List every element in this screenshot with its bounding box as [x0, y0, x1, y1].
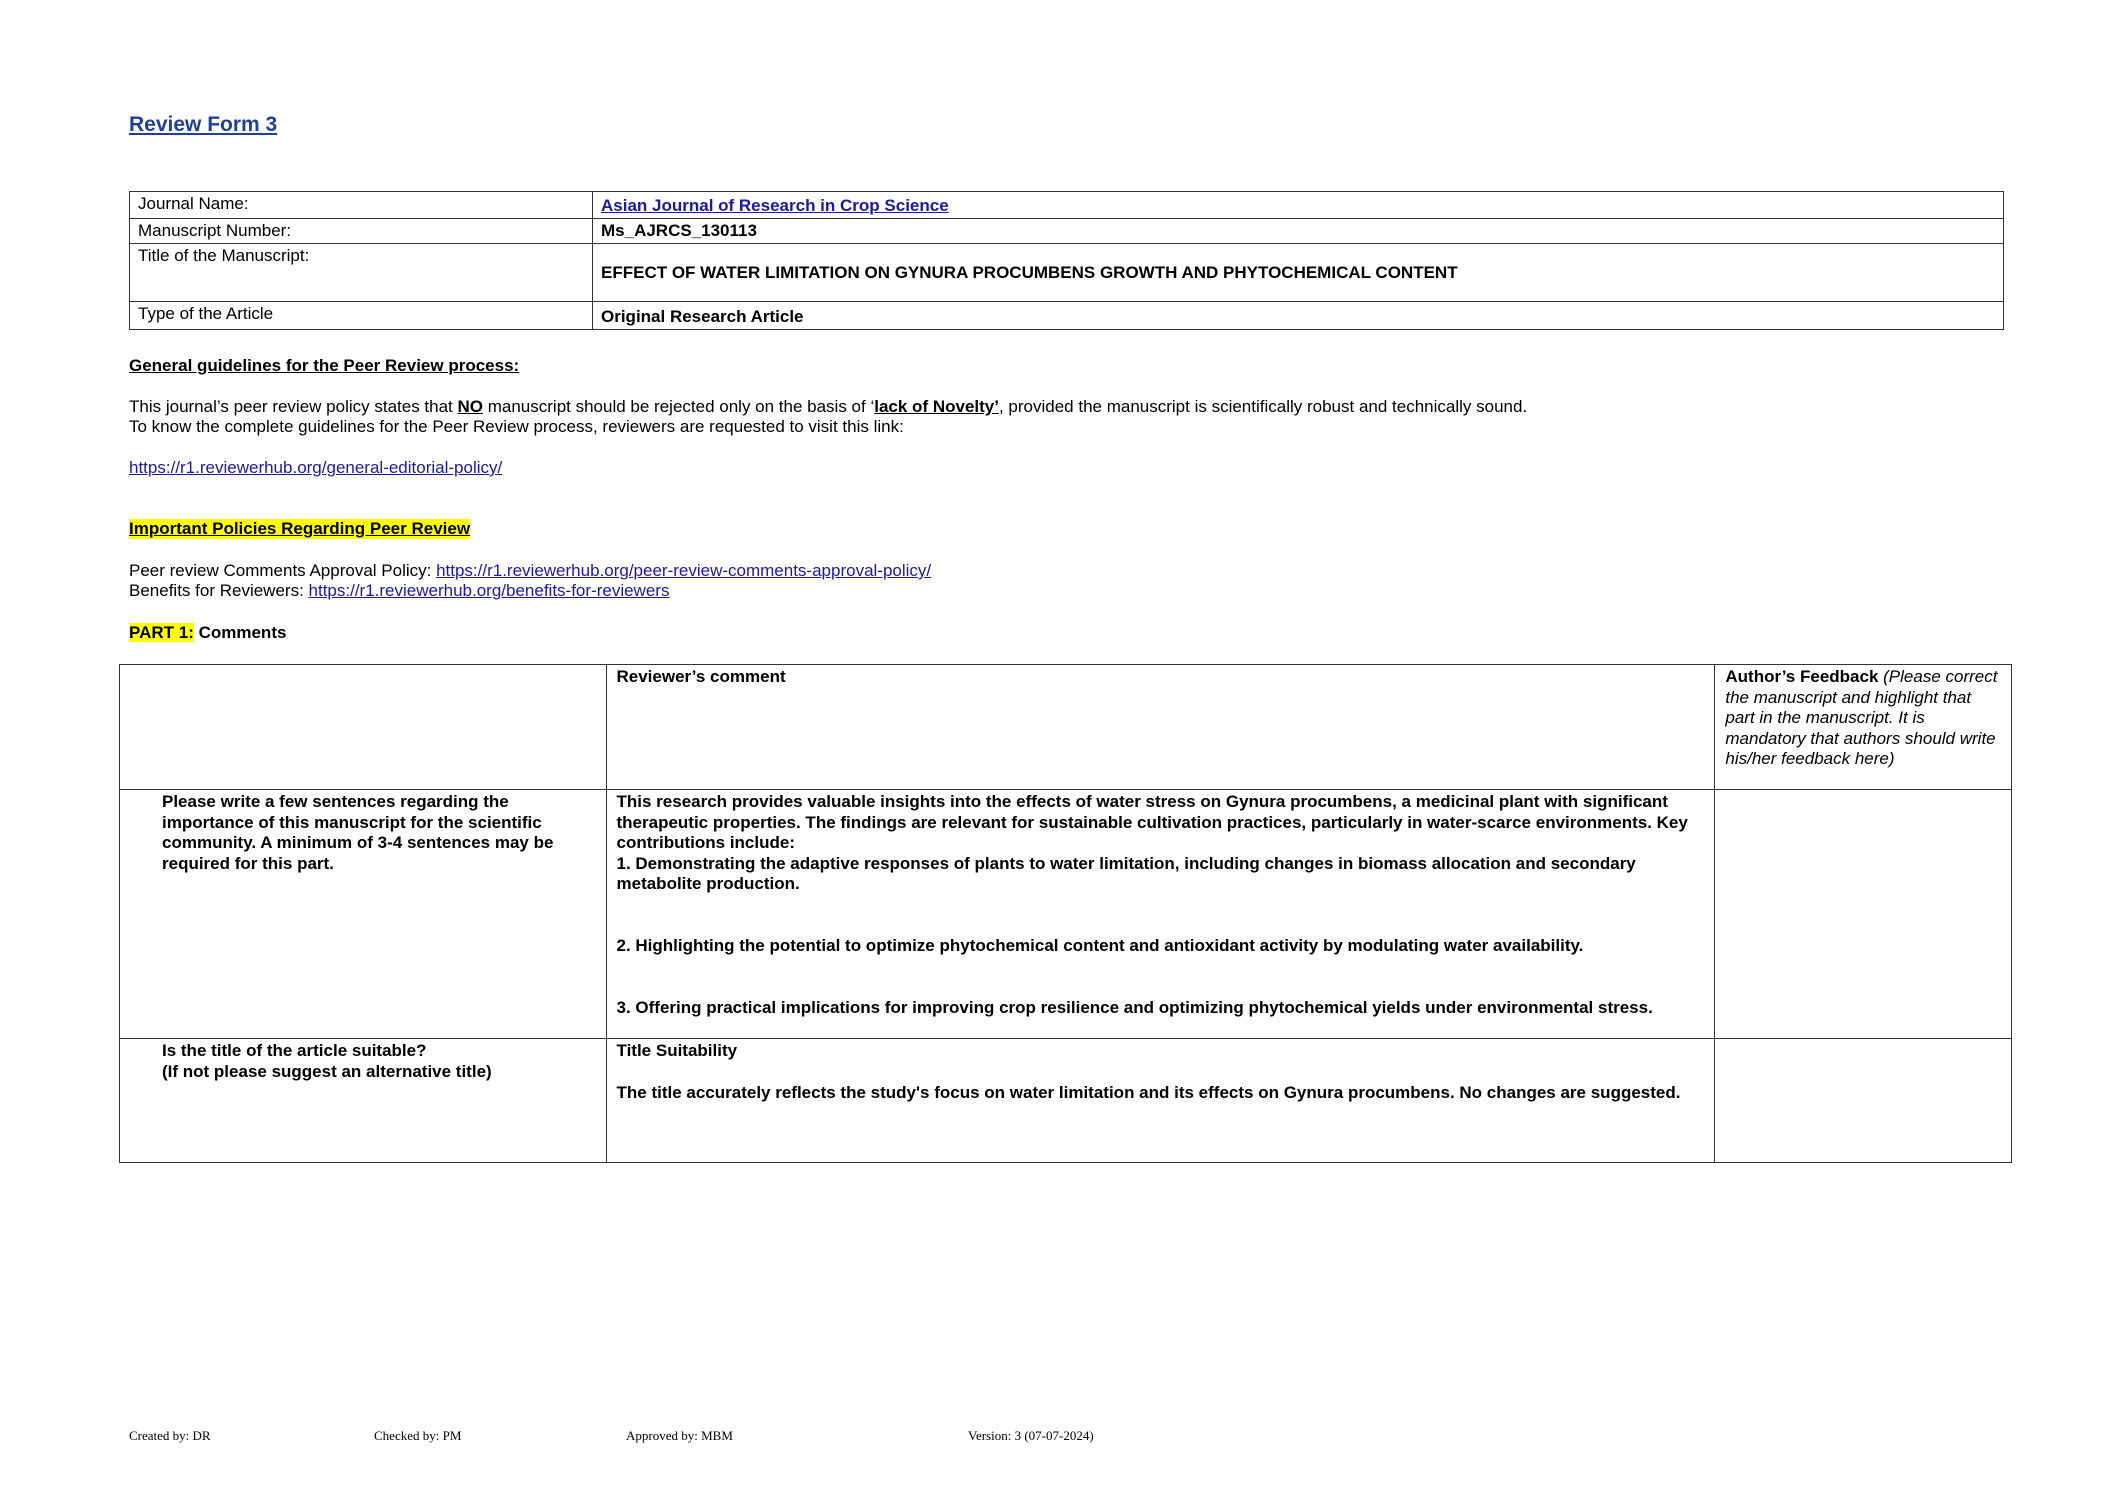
footer-version: Version: 3 (07-07-2024): [968, 1428, 1094, 1443]
author-feedback-title: Author’s Feedback: [1725, 667, 1879, 686]
part-heading: [129, 623, 286, 643]
comments-table: [119, 664, 2012, 1163]
importance-intro: This research provides valuable insights into the effects of water stress on Gynura procumbens, a medicinal plant with significant therapeutic properties. The findings are relevant for sustainable cultivation practices, particularly in water-scarce environments. Key contributions include:: [616, 792, 1688, 852]
header-blank-cell: [120, 665, 607, 790]
title-question: [120, 1039, 607, 1163]
title-answer: [606, 1039, 1715, 1163]
journal-name-label: Journal Name:: [130, 192, 593, 219]
footer-checked: Checked by: PM: [374, 1428, 462, 1443]
guidelines-novelty: lack of Novelty’: [874, 397, 999, 416]
importance-point-1: 1. Demonstrating the adaptive responses of plants to water limitation, including changes in biomass allocation and secondary metabolite production.: [616, 853, 1636, 893]
guidelines-text-3: , provided the manuscript is scientifically robust and technically sound.: [998, 397, 1528, 416]
manuscript-title-value: EFFECT OF WATER LIMITATION ON GYNURA PROCUMBENS GROWTH AND PHYTOCHEMICAL CONTENT: [593, 244, 2004, 302]
title-suitability-row: [120, 1039, 2012, 1163]
author-feedback-header: [1715, 665, 2012, 790]
comments-header-row: [120, 665, 2012, 790]
importance-row: [120, 790, 2012, 1039]
footer-approved: Approved by: MBM: [626, 1428, 733, 1443]
title-answer-text: The title accurately reflects the study's focus on water limitation and its effects on Gynura procumbens. No changes are suggested.: [616, 1082, 1681, 1102]
guidelines-text-4: To know the complete guidelines for the Peer Review process, reviewers are requested to visit this link:: [129, 417, 904, 436]
guidelines-text-2: manuscript should be rejected only on the basis of ‘: [483, 397, 875, 416]
form-title: Review Form 3: [129, 113, 278, 136]
importance-feedback-cell[interactable]: [1715, 790, 2012, 1039]
footer-created: Created by: DR: [129, 1428, 211, 1443]
importance-point-2: 2. Highlighting the potential to optimize phytochemical content and antioxidant activity by modulating water availability.: [616, 935, 1584, 955]
journal-name-link[interactable]: Asian Journal of Research in Crop Science: [601, 196, 949, 215]
importance-question: Please write a few sentences regarding the importance of this manuscript for the scientific community. A minimum of 3-4 sentences may be required for this part.: [120, 790, 607, 1039]
part-label: PART 1:: [129, 623, 194, 642]
approval-policy-link[interactable]: https://r1.reviewerhub.org/peer-review-comments-approval-policy/: [436, 561, 932, 580]
importance-answer: [606, 790, 1715, 1039]
manuscript-info-table: [129, 191, 2004, 330]
guidelines-text-1: This journal’s peer review policy states that: [129, 397, 458, 416]
importance-point-3: 3. Offering practical implications for improving crop resilience and optimizing phytochemical yields under environmental stress.: [616, 998, 1653, 1017]
manuscript-number-row: [130, 219, 2004, 244]
title-feedback-cell[interactable]: [1715, 1039, 2012, 1163]
title-question-line-2: (If not please suggest an alternative title): [162, 1061, 492, 1081]
reviewer-comment-header: Reviewer’s comment: [606, 665, 1715, 790]
article-type-value: Original Research Article: [593, 302, 2004, 330]
benefits-link[interactable]: https://r1.reviewerhub.org/benefits-for-reviewers: [308, 581, 670, 600]
guidelines-heading: General guidelines for the Peer Review process:: [129, 356, 520, 375]
policies-paragraph: [129, 561, 931, 601]
benefits-label: Benefits for Reviewers:: [129, 581, 309, 600]
approval-policy-label: Peer review Comments Approval Policy:: [129, 561, 437, 580]
important-policies-heading: Important Policies Regarding Peer Review: [129, 519, 471, 538]
author-feedback-instructions: (Please correct the manuscript and highlight that part in the manuscript. It is mandatory that authors should write his/her feedback here): [1725, 667, 1998, 768]
title-question-line-1: Is the title of the article suitable?: [162, 1041, 427, 1060]
part-title: Comments: [193, 623, 287, 642]
journal-name-row: [130, 192, 2004, 219]
manuscript-number-label: Manuscript Number:: [130, 219, 593, 244]
guidelines-paragraph: [129, 397, 1527, 437]
editorial-policy-link[interactable]: https://r1.reviewerhub.org/general-editorial-policy/: [129, 458, 503, 477]
article-type-row: [130, 302, 2004, 330]
manuscript-title-row: [130, 244, 2004, 302]
title-answer-heading: Title Suitability: [616, 1041, 738, 1060]
manuscript-number-value: Ms_AJRCS_130113: [593, 219, 2004, 244]
article-type-label: Type of the Article: [130, 302, 593, 330]
manuscript-title-label: Title of the Manuscript:: [130, 244, 593, 302]
guidelines-no: NO: [457, 397, 484, 416]
